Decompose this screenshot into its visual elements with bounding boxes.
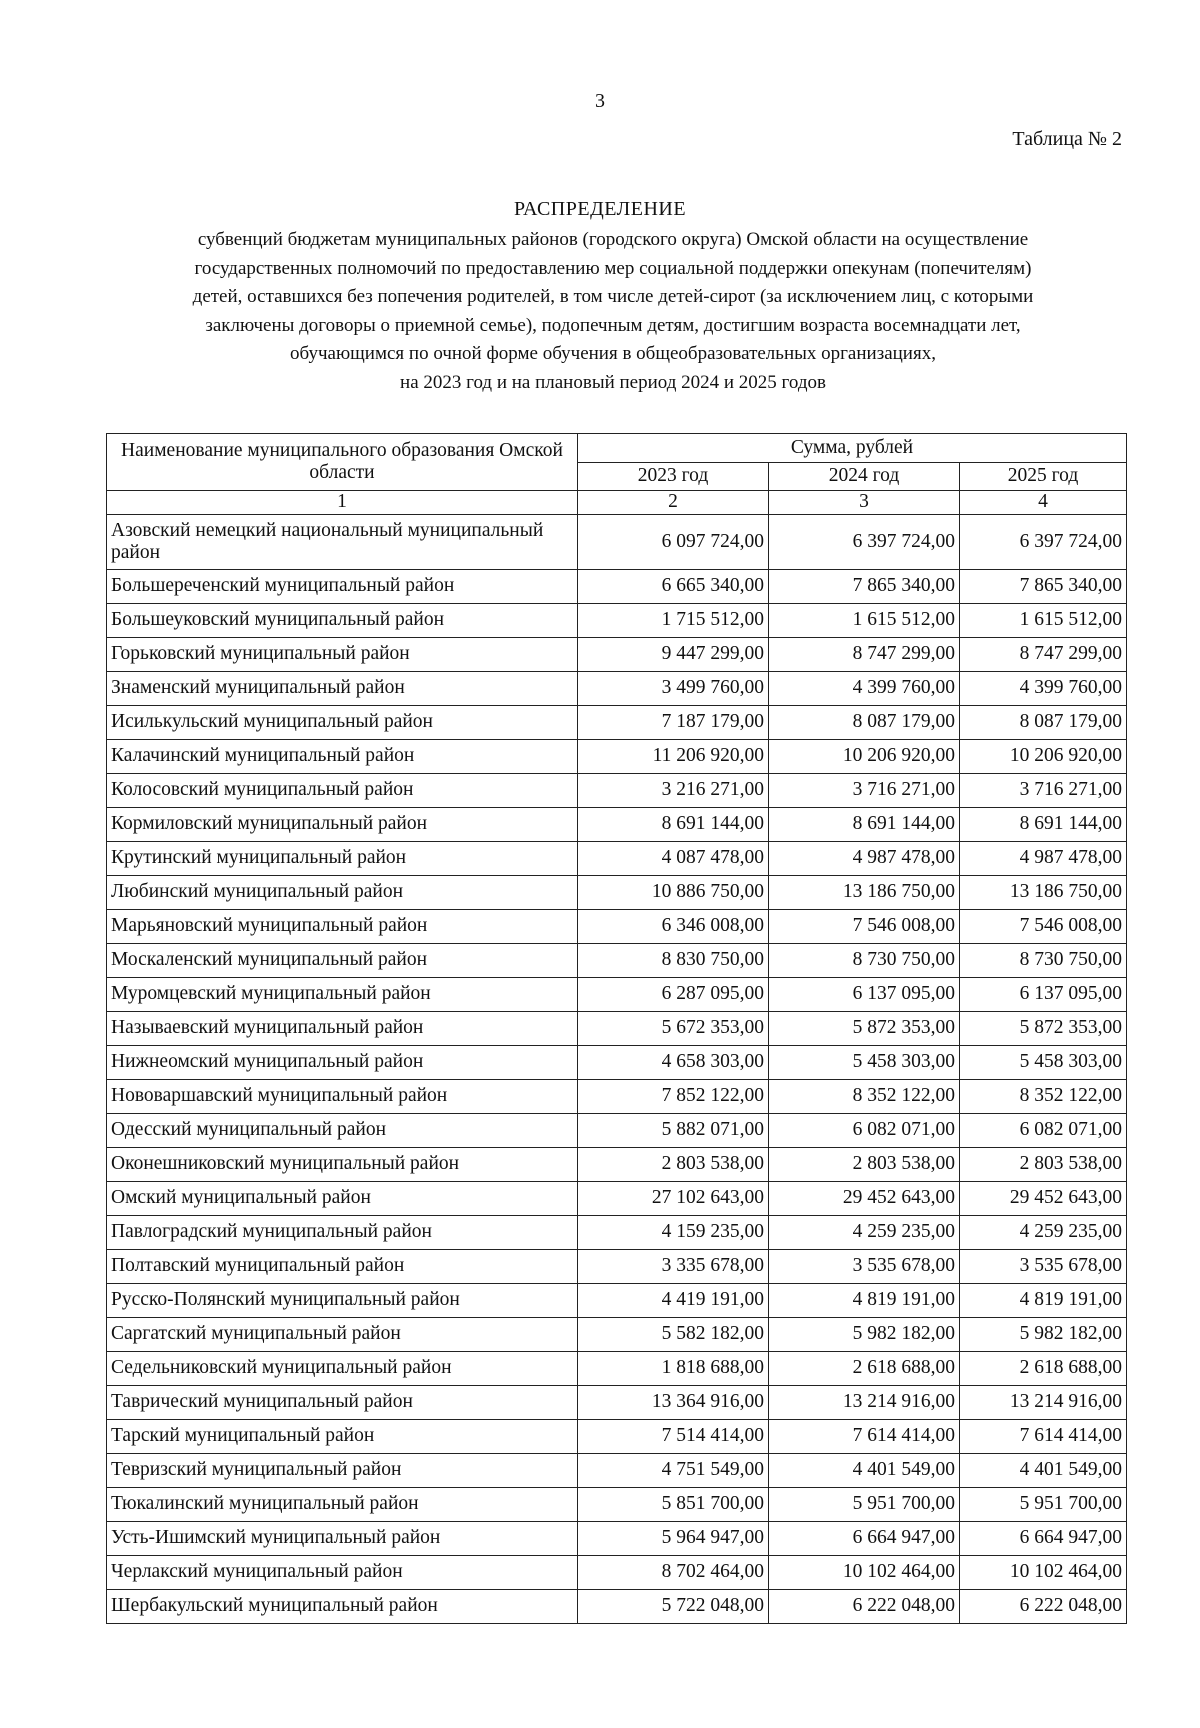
amount-2024-cell: 4 987 478,00 — [769, 842, 960, 876]
municipality-name-cell: Колосовский муниципальный район — [107, 774, 578, 808]
amount-2023-cell: 13 364 916,00 — [578, 1386, 769, 1420]
subtitle-line: субвенций бюджетам муниципальных районов (городского округа) Омской области на осуществление — [197, 229, 1029, 250]
amount-2024-cell: 5 951 700,00 — [769, 1488, 960, 1522]
amount-2024-cell: 8 747 299,00 — [769, 638, 960, 672]
amount-2023-cell: 5 851 700,00 — [578, 1488, 769, 1522]
table-row — [107, 1148, 1127, 1182]
amount-2023-cell: 3 216 271,00 — [578, 774, 769, 808]
table-row — [107, 1250, 1127, 1284]
amount-2025-cell: 7 614 414,00 — [960, 1420, 1127, 1454]
amount-2024-cell: 5 458 303,00 — [769, 1046, 960, 1080]
municipality-name-cell: Шербакульский муниципальный район — [107, 1590, 578, 1624]
amount-2024-cell: 7 546 008,00 — [769, 910, 960, 944]
table-row — [107, 1352, 1127, 1386]
municipality-name-cell: Москаленский муниципальный район — [107, 944, 578, 978]
amount-2025-cell: 10 102 464,00 — [960, 1556, 1127, 1590]
column-number: 1 — [107, 491, 578, 515]
amount-2023-cell: 10 886 750,00 — [578, 876, 769, 910]
table-row — [107, 1488, 1127, 1522]
amount-2023-cell: 27 102 643,00 — [578, 1182, 769, 1216]
municipality-name-cell: Исилькульский муниципальный район — [107, 706, 578, 740]
amount-2023-cell: 3 499 760,00 — [578, 672, 769, 706]
table-row — [107, 1454, 1127, 1488]
table-row — [107, 1012, 1127, 1046]
table-row — [107, 638, 1127, 672]
amount-2024-cell: 6 664 947,00 — [769, 1522, 960, 1556]
municipality-name-cell: Тарский муниципальный район — [107, 1420, 578, 1454]
amount-2023-cell: 8 702 464,00 — [578, 1556, 769, 1590]
amount-2024-cell: 6 137 095,00 — [769, 978, 960, 1012]
amount-2023-cell: 4 419 191,00 — [578, 1284, 769, 1318]
header-sum: Сумма, рублей — [578, 434, 1127, 463]
amount-2024-cell: 1 615 512,00 — [769, 604, 960, 638]
amount-2024-cell: 4 399 760,00 — [769, 672, 960, 706]
amount-2025-cell: 1 615 512,00 — [960, 604, 1127, 638]
amount-2024-cell: 2 803 538,00 — [769, 1148, 960, 1182]
amount-2024-cell: 13 186 750,00 — [769, 876, 960, 910]
amount-2023-cell: 7 187 179,00 — [578, 706, 769, 740]
amount-2023-cell: 8 691 144,00 — [578, 808, 769, 842]
municipality-name-cell: Усть-Ишимский муниципальный район — [107, 1522, 578, 1556]
table-row — [107, 1114, 1127, 1148]
amount-2025-cell: 2 618 688,00 — [960, 1352, 1127, 1386]
subtitle-line: государственных полномочий по предоставлению мер социальной поддержки опекунам (попечителям) — [194, 257, 1032, 279]
amount-2025-cell: 5 951 700,00 — [960, 1488, 1127, 1522]
amount-2025-cell: 3 716 271,00 — [960, 774, 1127, 808]
amount-2025-cell: 5 872 353,00 — [960, 1012, 1127, 1046]
amount-2024-cell: 4 819 191,00 — [769, 1284, 960, 1318]
table-row — [107, 808, 1127, 842]
amount-2025-cell: 6 397 724,00 — [960, 515, 1127, 570]
municipality-name-cell: Черлакский муниципальный район — [107, 1556, 578, 1590]
table-row — [107, 774, 1127, 808]
amount-2024-cell: 5 982 182,00 — [769, 1318, 960, 1352]
table-label: Таблица № 2 — [1012, 128, 1122, 150]
municipality-name-cell: Омский муниципальный район — [107, 1182, 578, 1216]
amount-2024-cell: 4 259 235,00 — [769, 1216, 960, 1250]
table-row — [107, 910, 1127, 944]
municipality-name-cell: Кормиловский муниципальный район — [107, 808, 578, 842]
amount-2025-cell: 4 259 235,00 — [960, 1216, 1127, 1250]
municipality-name-cell: Нижнеомский муниципальный район — [107, 1046, 578, 1080]
amount-2023-cell: 5 582 182,00 — [578, 1318, 769, 1352]
amount-2025-cell: 8 691 144,00 — [960, 808, 1127, 842]
subtitle-line: на 2023 год и на плановый период 2024 и 2025 годов — [400, 371, 826, 393]
amount-2023-cell: 4 751 549,00 — [578, 1454, 769, 1488]
amount-2023-cell: 9 447 299,00 — [578, 638, 769, 672]
amount-2025-cell: 29 452 643,00 — [960, 1182, 1127, 1216]
amount-2025-cell: 4 399 760,00 — [960, 672, 1127, 706]
municipality-name-cell: Нововаршавский муниципальный район — [107, 1080, 578, 1114]
amount-2024-cell: 8 352 122,00 — [769, 1080, 960, 1114]
amount-2025-cell: 4 819 191,00 — [960, 1284, 1127, 1318]
municipality-name-cell: Большеуковский муниципальный район — [107, 604, 578, 638]
amount-2024-cell: 8 691 144,00 — [769, 808, 960, 842]
amount-2023-cell: 5 964 947,00 — [578, 1522, 769, 1556]
column-number: 4 — [960, 491, 1127, 515]
amount-2024-cell: 10 102 464,00 — [769, 1556, 960, 1590]
column-number: 3 — [769, 491, 960, 515]
amount-2025-cell: 6 664 947,00 — [960, 1522, 1127, 1556]
amount-2024-cell: 4 401 549,00 — [769, 1454, 960, 1488]
amount-2024-cell: 3 716 271,00 — [769, 774, 960, 808]
header-year-2025: 2025 год — [960, 462, 1127, 491]
subtitle-line: обучающимся по очной форме обучения в общеобразовательных организациях, — [290, 343, 936, 364]
amount-2023-cell: 7 514 414,00 — [578, 1420, 769, 1454]
amount-2024-cell: 6 397 724,00 — [769, 515, 960, 570]
table-row — [107, 570, 1127, 604]
table-row — [107, 1590, 1127, 1624]
table-body — [107, 515, 1127, 1624]
amount-2025-cell: 4 401 549,00 — [960, 1454, 1127, 1488]
table-row — [107, 1216, 1127, 1250]
amount-2024-cell: 29 452 643,00 — [769, 1182, 960, 1216]
amount-2023-cell: 6 665 340,00 — [578, 570, 769, 604]
amount-2023-cell: 4 658 303,00 — [578, 1046, 769, 1080]
municipality-name-cell: Знаменский муниципальный район — [107, 672, 578, 706]
amount-2025-cell: 6 222 048,00 — [960, 1590, 1127, 1624]
amount-2024-cell: 3 535 678,00 — [769, 1250, 960, 1284]
amount-2025-cell: 6 082 071,00 — [960, 1114, 1127, 1148]
table-row — [107, 1522, 1127, 1556]
municipality-name-cell: Оконешниковский муниципальный район — [107, 1148, 578, 1182]
municipality-name-cell: Большереченский муниципальный район — [107, 570, 578, 604]
amount-2025-cell: 10 206 920,00 — [960, 740, 1127, 774]
table-row — [107, 672, 1127, 706]
municipality-name-cell: Русско-Полянский муниципальный район — [107, 1284, 578, 1318]
amount-2025-cell: 13 214 916,00 — [960, 1386, 1127, 1420]
amount-2023-cell: 1 818 688,00 — [578, 1352, 769, 1386]
amount-2025-cell: 2 803 538,00 — [960, 1148, 1127, 1182]
amount-2025-cell: 5 982 182,00 — [960, 1318, 1127, 1352]
amount-2025-cell: 8 730 750,00 — [960, 944, 1127, 978]
document-subtitle — [118, 226, 1108, 397]
municipality-name-cell: Крутинский муниципальный район — [107, 842, 578, 876]
amount-2024-cell: 2 618 688,00 — [769, 1352, 960, 1386]
amount-2024-cell: 6 222 048,00 — [769, 1590, 960, 1624]
amount-2025-cell: 7 546 008,00 — [960, 910, 1127, 944]
amount-2025-cell: 3 535 678,00 — [960, 1250, 1127, 1284]
amount-2024-cell: 8 730 750,00 — [769, 944, 960, 978]
table-row — [107, 1284, 1127, 1318]
municipality-name-cell: Седельниковский муниципальный район — [107, 1352, 578, 1386]
table-row — [107, 1046, 1127, 1080]
table-row — [107, 740, 1127, 774]
header-municipality: Наименование муниципального образования Омской области — [107, 434, 578, 491]
amount-2024-cell: 5 872 353,00 — [769, 1012, 960, 1046]
municipality-name-cell: Калачинский муниципальный район — [107, 740, 578, 774]
municipality-name-cell: Муромцевский муниципальный район — [107, 978, 578, 1012]
municipality-name-cell: Азовский немецкий национальный муниципальный район — [107, 515, 578, 570]
amount-2023-cell: 6 346 008,00 — [578, 910, 769, 944]
amount-2023-cell: 8 830 750,00 — [578, 944, 769, 978]
municipality-name-cell: Одесский муниципальный район — [107, 1114, 578, 1148]
amount-2025-cell: 6 137 095,00 — [960, 978, 1127, 1012]
amount-2024-cell: 13 214 916,00 — [769, 1386, 960, 1420]
distribution-table — [106, 433, 1127, 1624]
amount-2024-cell: 6 082 071,00 — [769, 1114, 960, 1148]
amount-2023-cell: 5 722 048,00 — [578, 1590, 769, 1624]
municipality-name-cell: Называевский муниципальный район — [107, 1012, 578, 1046]
page-number: 3 — [595, 90, 605, 112]
amount-2024-cell: 8 087 179,00 — [769, 706, 960, 740]
amount-2025-cell: 13 186 750,00 — [960, 876, 1127, 910]
amount-2025-cell: 4 987 478,00 — [960, 842, 1127, 876]
amount-2023-cell: 3 335 678,00 — [578, 1250, 769, 1284]
table-row — [107, 604, 1127, 638]
table-row — [107, 1080, 1127, 1114]
amount-2024-cell: 7 865 340,00 — [769, 570, 960, 604]
table-row — [107, 842, 1127, 876]
document-heading: РАСПРЕДЕЛЕНИЕ — [513, 198, 687, 220]
municipality-name-cell: Павлоградский муниципальный район — [107, 1216, 578, 1250]
municipality-name-cell: Марьяновский муниципальный район — [107, 910, 578, 944]
table-row — [107, 1386, 1127, 1420]
amount-2025-cell: 8 352 122,00 — [960, 1080, 1127, 1114]
amount-2023-cell: 6 097 724,00 — [578, 515, 769, 570]
subtitle-line: заключены договоры о приемной семье), подопечным детям, достигшим возраста восемнадцати лет, — [205, 314, 1021, 336]
municipality-name-cell: Полтавский муниципальный район — [107, 1250, 578, 1284]
amount-2023-cell: 5 882 071,00 — [578, 1114, 769, 1148]
header-year-2024: 2024 год — [769, 462, 960, 491]
municipality-name-cell: Тюкалинский муниципальный район — [107, 1488, 578, 1522]
amount-2023-cell: 11 206 920,00 — [578, 740, 769, 774]
municipality-name-cell: Тевризский муниципальный район — [107, 1454, 578, 1488]
table-row — [107, 1182, 1127, 1216]
table-row — [107, 1318, 1127, 1352]
amount-2025-cell: 7 865 340,00 — [960, 570, 1127, 604]
amount-2023-cell: 7 852 122,00 — [578, 1080, 769, 1114]
amount-2025-cell: 5 458 303,00 — [960, 1046, 1127, 1080]
amount-2024-cell: 10 206 920,00 — [769, 740, 960, 774]
amount-2023-cell: 4 087 478,00 — [578, 842, 769, 876]
amount-2025-cell: 8 747 299,00 — [960, 638, 1127, 672]
table-row — [107, 1556, 1127, 1590]
table-row — [107, 978, 1127, 1012]
table-row — [107, 876, 1127, 910]
amount-2023-cell: 1 715 512,00 — [578, 604, 769, 638]
table-row — [107, 515, 1127, 570]
amount-2023-cell: 6 287 095,00 — [578, 978, 769, 1012]
column-number: 2 — [578, 491, 769, 515]
table-row — [107, 706, 1127, 740]
municipality-name-cell: Горьковский муниципальный район — [107, 638, 578, 672]
table-row — [107, 944, 1127, 978]
amount-2024-cell: 7 614 414,00 — [769, 1420, 960, 1454]
table-row — [107, 1420, 1127, 1454]
amount-2023-cell: 5 672 353,00 — [578, 1012, 769, 1046]
municipality-name-cell: Любинский муниципальный район — [107, 876, 578, 910]
municipality-name-cell: Таврический муниципальный район — [107, 1386, 578, 1420]
amount-2023-cell: 2 803 538,00 — [578, 1148, 769, 1182]
amount-2025-cell: 8 087 179,00 — [960, 706, 1127, 740]
subtitle-line: детей, оставшихся без попечения родителей, в том числе детей-сирот (за исключением лиц, с которыми — [192, 286, 1034, 307]
municipality-name-cell: Саргатский муниципальный район — [107, 1318, 578, 1352]
header-year-2023: 2023 год — [578, 462, 769, 491]
amount-2023-cell: 4 159 235,00 — [578, 1216, 769, 1250]
